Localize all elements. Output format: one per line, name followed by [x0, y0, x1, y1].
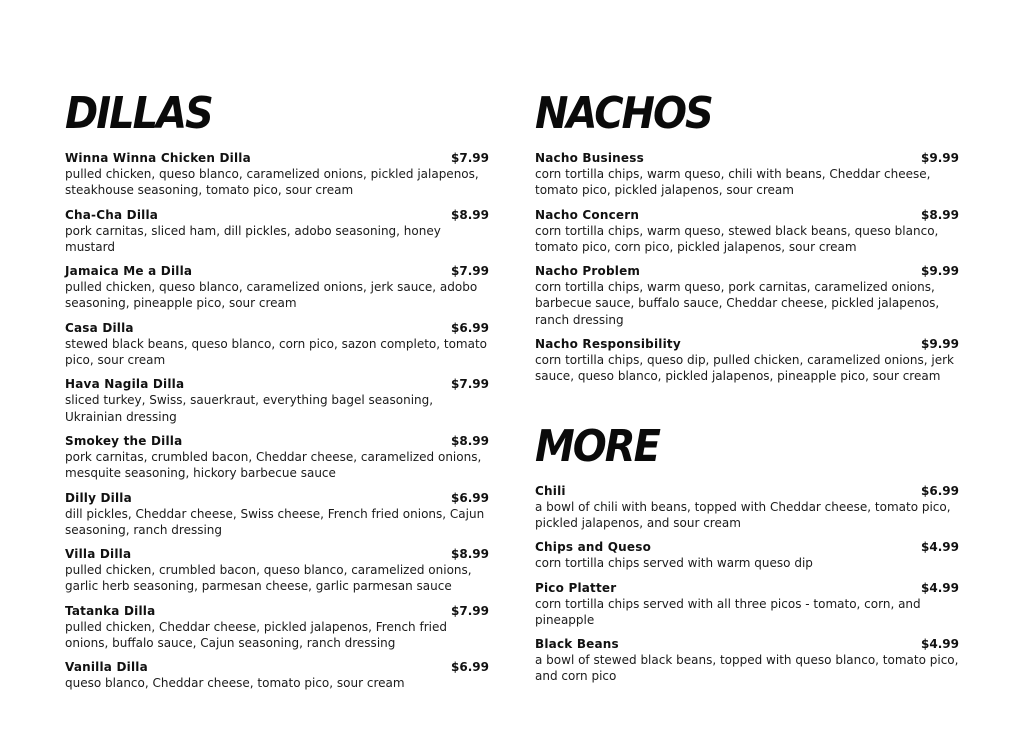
item-price: $6.99 — [451, 320, 489, 335]
item-price: $9.99 — [921, 264, 959, 279]
item-name: Dilly Dilla — [65, 490, 132, 505]
item-name: Tatanka Dilla — [65, 603, 156, 618]
item-description: corn tortilla chips, warm queso, chili with beans, Cheddar cheese, tomato pico, pickled jalapenos, sour cream — [535, 167, 931, 198]
item-name: Smokey the Dilla — [65, 433, 183, 448]
item-name: Jamaica Me a Dilla — [65, 264, 193, 279]
item-name: Nacho Responsibility — [535, 337, 681, 352]
item-description: corn tortilla chips served with all three picos - tomato, corn, and pineapple — [535, 596, 921, 627]
menu-item — [535, 539, 959, 571]
item-description: a bowl of chili with beans, topped with Cheddar cheese, tomato pico, pickled jalapenos, and sour cream — [535, 499, 951, 530]
menu-item — [535, 336, 959, 385]
item-price: $8.99 — [921, 207, 959, 222]
item-name: Nacho Business — [535, 151, 644, 165]
item-price: $7.99 — [451, 151, 489, 165]
item-price: $4.99 — [921, 637, 959, 652]
dillas-section — [65, 86, 489, 700]
item-description: pulled chicken, Cheddar cheese, pickled jalapenos, French fried onions, buffalo sauce, Cajun seasoning, ranch dressing — [65, 619, 447, 651]
item-description: a bowl of stewed black beans, topped with queso blanco, tomato pico, and corn pico — [535, 653, 959, 684]
item-description: corn tortilla chips served with warm queso dip — [535, 556, 813, 571]
item-name: Winna Winna Chicken Dilla — [65, 151, 251, 165]
item-name: Nacho Concern — [535, 207, 640, 222]
menu-item — [65, 490, 489, 539]
menu-item — [535, 207, 959, 256]
item-price: $9.99 — [921, 337, 959, 352]
item-name: Chili — [535, 483, 566, 498]
item-description: pork carnitas, crumbled bacon, Cheddar cheese, caramelized onions, mesquite seasoning, hickory barbecue sauce — [65, 449, 482, 481]
section-title-more: MORE — [535, 421, 659, 472]
item-price: $4.99 — [921, 540, 959, 555]
item-description: stewed black beans, queso blanco, corn pico, sazon completo, tomato pico, sour cream — [65, 336, 488, 368]
item-description: corn tortilla chips, queso dip, pulled chicken, caramelized onions, jerk sauce, queso blanco, pickled jalapenos, pineapple pico, sour cream — [535, 353, 954, 384]
item-description: queso blanco, Cheddar cheese, tomato pico, sour cream — [65, 676, 405, 691]
section-title-dillas: DILLAS — [65, 89, 212, 139]
item-price: $7.99 — [451, 264, 489, 279]
item-name: Hava Nagila Dilla — [65, 377, 185, 392]
item-price: $8.99 — [451, 433, 489, 448]
item-description: pulled chicken, queso blanco, caramelized onions, pickled jalapenos, steakhouse seasoning, tomato pico, sour cream — [65, 167, 479, 198]
item-name: Cha-Cha Dilla — [65, 207, 159, 222]
item-name: Vanilla Dilla — [65, 660, 148, 675]
section-title-nachos: NACHOS — [535, 89, 712, 139]
item-name: Black Beans — [535, 637, 619, 652]
menu-item — [65, 659, 489, 691]
item-description: pulled chicken, queso blanco, caramelized onions, jerk sauce, adobo seasoning, pineapple pico, sour cream — [65, 280, 478, 311]
item-price: $8.99 — [451, 547, 489, 562]
item-price: $8.99 — [451, 207, 489, 222]
item-price: $7.99 — [451, 377, 489, 392]
item-name: Pico Platter — [535, 580, 617, 595]
item-description: pulled chicken, crumbled bacon, queso blanco, caramelized onions, garlic herb seasoning, parmesan cheese, garlic parmesan sauce — [65, 563, 472, 594]
item-price: $6.99 — [451, 660, 489, 675]
item-name: Villa Dilla — [65, 547, 132, 562]
item-name: Casa Dilla — [65, 320, 134, 335]
menu-item — [535, 263, 959, 328]
menu-item — [65, 603, 489, 652]
item-name: Chips and Queso — [535, 540, 652, 555]
menu-item — [65, 207, 489, 256]
item-description: pork carnitas, sliced ham, dill pickles, adobo seasoning, honey mustard — [65, 223, 441, 254]
menu-item — [535, 150, 959, 199]
menu-item — [65, 546, 489, 595]
item-price: $7.99 — [451, 603, 489, 618]
item-description: corn tortilla chips, warm queso, pork carnitas, caramelized onions, barbecue sauce, buffalo sauce, Cheddar cheese, pickled jalapenos, ranch dressing — [535, 280, 940, 327]
item-price: $6.99 — [451, 490, 489, 505]
item-price: $4.99 — [921, 580, 959, 595]
menu-item — [65, 150, 489, 199]
menu-item — [535, 483, 959, 532]
item-price: $6.99 — [921, 483, 959, 498]
menu-item — [535, 580, 959, 629]
item-price: $9.99 — [921, 151, 959, 165]
more-section — [535, 419, 959, 685]
item-name: Nacho Problem — [535, 264, 641, 279]
menu-item — [65, 263, 489, 312]
menu-item — [535, 636, 959, 685]
item-description: corn tortilla chips, warm queso, stewed black beans, queso blanco, tomato pico, corn pico, pickled jalapenos, sour cream — [535, 223, 939, 254]
menu-item — [65, 433, 489, 482]
nachos-section — [535, 86, 959, 385]
right-column — [535, 86, 959, 693]
menu-item — [65, 376, 489, 425]
item-description: dill pickles, Cheddar cheese, Swiss cheese, French fried onions, Cajun seasoning, ranch dressing — [65, 506, 485, 537]
menu-item — [65, 320, 489, 369]
item-description: sliced turkey, Swiss, sauerkraut, everything bagel seasoning, Ukrainian dressing — [65, 393, 434, 424]
